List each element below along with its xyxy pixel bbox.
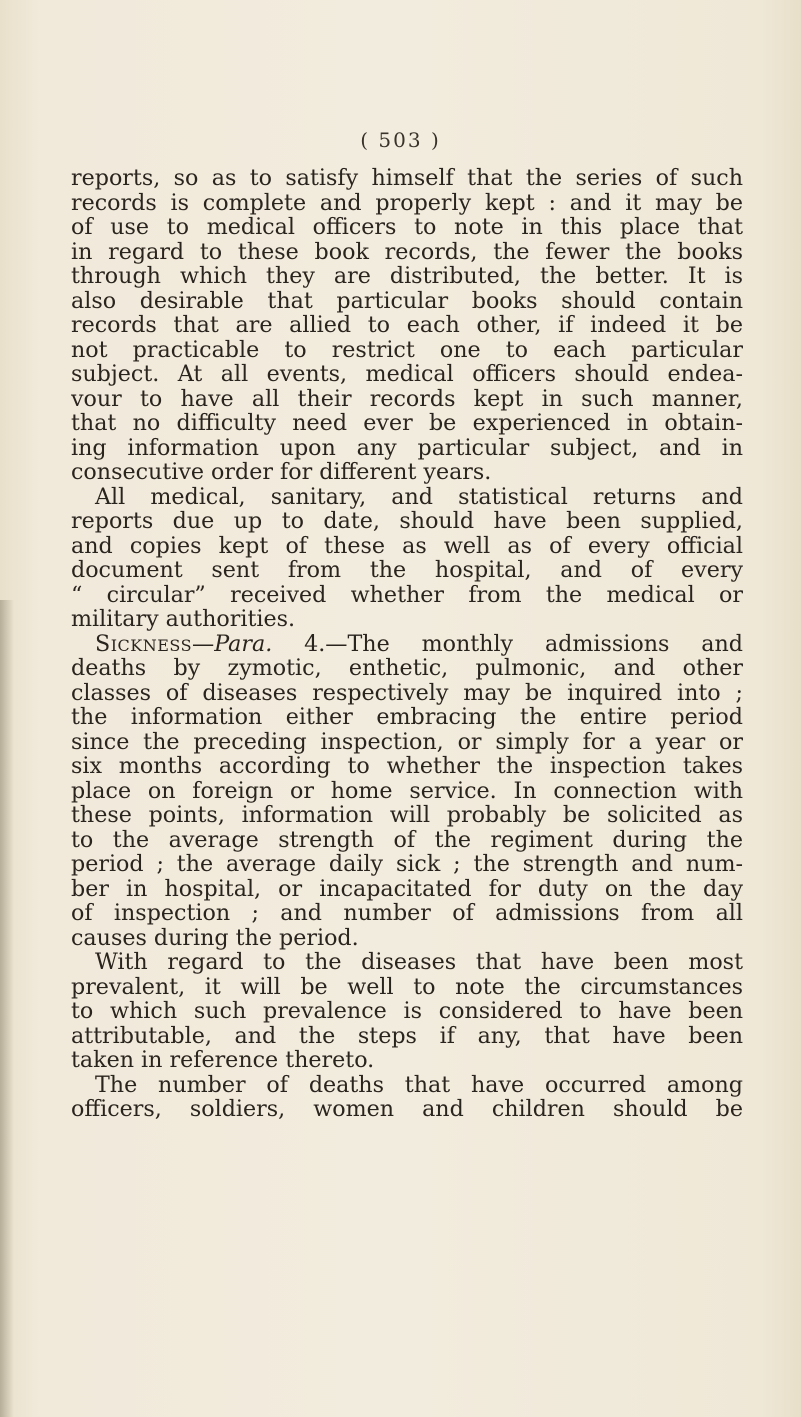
sickness-heading-line (71, 632, 743, 657)
text-line: All medical, sanitary, and statistical returns and (95, 484, 743, 509)
text-line: military authorities. (71, 607, 296, 632)
text-line: ing information upon any particular subject, and in (71, 435, 743, 460)
text-line: classes of diseases respectively may be inquired into ; (71, 680, 743, 705)
text-line: deaths by zymotic, enthetic, pulmonic, and other (71, 656, 743, 681)
paragraph-2 (71, 485, 743, 632)
text-line: prevalent, it will be well to note the circumstances (71, 974, 743, 999)
text-line: also desirable that particular books should contain (71, 288, 743, 313)
text-line: the information either embracing the entire period (71, 705, 743, 730)
text-line: reports, so as to satisfy himself that the series of such (71, 166, 743, 191)
text-line: “ circular” received whether from the medical or (71, 582, 743, 607)
paragraph-sickness (71, 632, 743, 951)
text-line: in regard to these book records, the fewer the books (71, 239, 743, 264)
section-heading: Sickness (95, 631, 193, 656)
text-line: The number of deaths that have occurred among (95, 1072, 743, 1097)
text-line: period ; the average daily sick ; the strength and num- (71, 852, 743, 877)
body-text (71, 166, 743, 1122)
heading-separator: — (192, 631, 215, 656)
text-line: through which they are distributed, the better. It is (71, 264, 743, 289)
text-line: consecutive order for different years. (71, 460, 492, 485)
text-line: not practicable to restrict one to each particular (71, 337, 743, 362)
paragraph-1 (71, 166, 743, 485)
text-line: records is complete and properly kept : and it may be (71, 190, 743, 215)
text-line: officers, soldiers, women and children should be (71, 1097, 743, 1122)
text-line: records that are allied to each other, if indeed it be (71, 313, 743, 338)
text-line: causes during the period. (71, 925, 359, 950)
text-line: to which such prevalence is considered to have been (71, 999, 743, 1024)
binding-shadow (0, 600, 14, 1417)
text-line: subject. At all events, medical officers should endea- (71, 362, 743, 387)
text-line: that no difficulty need ever be experienced in obtain- (71, 411, 743, 436)
text-line: taken in reference thereto. (71, 1048, 375, 1073)
text-line: since the preceding inspection, or simply for a year or (71, 729, 743, 754)
paragraph-5 (71, 1073, 743, 1122)
text-line: and copies kept of these as well as of every official (71, 533, 743, 558)
text-line: of use to medical officers to note in this place that (71, 215, 743, 240)
text-line: vour to have all their records kept in such manner, (71, 386, 743, 411)
para-reference-rest: 4.—The monthly admissions and (272, 631, 743, 656)
text-line: reports due up to date, should have been supplied, (71, 509, 743, 534)
text-line: attributable, and the steps if any, that have been (71, 1023, 743, 1048)
paragraph-4 (71, 950, 743, 1073)
page-number: ( 503 ) (360, 128, 441, 152)
text-line: With regard to the diseases that have been most (95, 950, 743, 975)
text-line: of inspection ; and number of admissions from all (71, 901, 743, 926)
text-line: these points, information will probably be solicited as (71, 803, 743, 828)
text-line: to the average strength of the regiment during the (71, 827, 743, 852)
text-line: document sent from the hospital, and of every (71, 558, 743, 583)
text-line: place on foreign or home service. In connection with (71, 778, 743, 803)
text-line: six months according to whether the inspection takes (71, 754, 743, 779)
para-reference: Para. (214, 631, 273, 656)
text-line: ber in hospital, or incapacitated for duty on the day (71, 876, 743, 901)
